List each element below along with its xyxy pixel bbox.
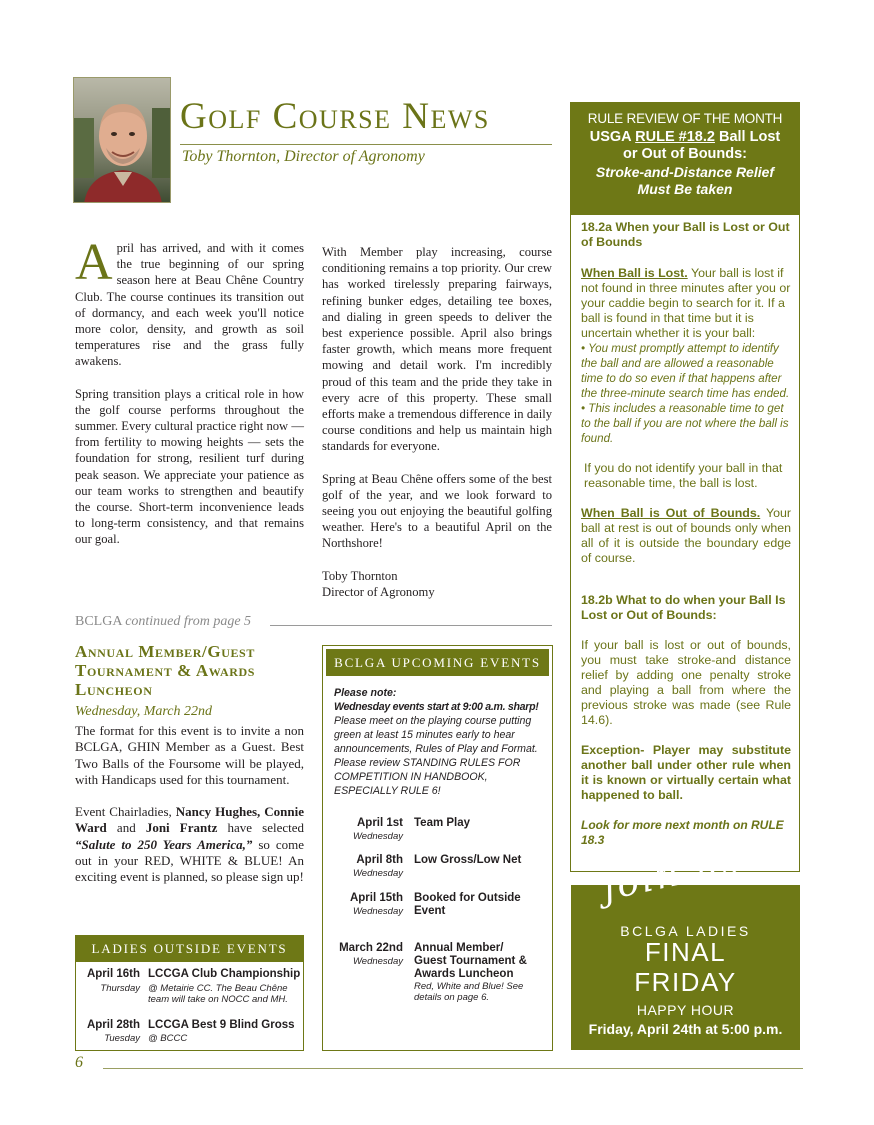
rule-paragraph: If you do not identify your ball in that reasonable time, the ball is lost. [584, 461, 783, 490]
list-item [76, 1019, 305, 1049]
article-paragraph-2: Spring transition plays a critical role in how the golf course performs throughout the summer. Every cultural practice right now — from fertility to mowing heights — sets the foundation for strong, resilient turf during peak season. We appreciate your patience as our team works to strengthen and beautify the course. Short-term inconvenience leads to long-term consistency, and that remains our goal. [75, 386, 304, 547]
event-date: April 1st [356, 817, 403, 829]
event-name: Booked for Outside Event [414, 892, 521, 917]
event-date: March 22nd [339, 942, 403, 954]
continued-divider [270, 625, 552, 626]
continued-label [75, 614, 555, 630]
event-note: @ Metairie CC. The Beau Chêne team will take on NOCC and MH. [148, 983, 288, 1005]
outside-events-box [75, 935, 304, 1051]
rule-section-heading: 18.2a When your Ball is Lost or Out of Bounds [581, 220, 790, 249]
join-line-4: HAPPY HOUR [636, 1002, 735, 1018]
final-friday-box [571, 835, 800, 1050]
rule-section-heading: 18.2b What to do when your Ball Is Lost or Out of Bounds: [581, 593, 786, 622]
event-day: Wednesday [353, 906, 403, 917]
event-note: @ BCCC [148, 1033, 188, 1044]
note-emphasis: Wednesday events start at 9:00 a.m. sharp! [334, 701, 539, 713]
page-number: 6 [75, 1054, 83, 1071]
event-name: LCCGA Club Championship [148, 968, 301, 980]
join-line-2: FINAL [644, 937, 727, 967]
page-title: Golf Course News [180, 96, 490, 137]
rule-paragraph: When Ball is Lost. Your ball is lost if not found in three minutes after you or your caddie begin to search for it. If a ball is found in that time but it is uncertain whether it is your ball: [581, 266, 791, 340]
rule-bullet: • This includes a reasonable time to get to the ball if you are not where the ball is found. [581, 402, 789, 445]
event-day: Tuesday [104, 1033, 140, 1044]
list-item [76, 968, 305, 1008]
author-photo [73, 77, 171, 203]
rule-title-line-3: Stroke-and-Distance Relief [595, 164, 775, 180]
list-item [323, 854, 554, 884]
event-day: Wednesday [353, 868, 403, 879]
event-day: Wednesday [353, 831, 403, 842]
annual-body [75, 723, 304, 902]
note-text: Please meet on the playing course putting green at least 15 minutes early to hear announcements, Rules of Play and Format. Please review STANDING RULES FOR COMPETITION IN HANDBOOK, ESPECIALLY RULE 6! [334, 715, 538, 797]
rule-paragraph: If your ball is lost or out of bounds, you must take stroke-and distance relief by adding one penalty stroke and playing a ball from where the previous stroke was made (see Rule 14.6). [581, 638, 791, 727]
rule-review-box [570, 102, 800, 872]
list-item [323, 817, 554, 847]
event-name: Team Play [414, 817, 471, 829]
upcoming-note [334, 686, 546, 798]
rule-exception: Exception- Player may substitute another ball under other rule when it is known or virtually certain what happened to ball. [581, 743, 791, 802]
annual-paragraph-2: Event Chairladies, Nancy Hughes, Connie Ward and Joni Frantz have selected “Salute to 250 Years America,” so come out in your RED, WHITE & BLUE! An exciting event is planned, so please sign up! [75, 804, 305, 885]
rule-title-line-2: or Out of Bounds: [622, 146, 748, 162]
rule-review-heading [571, 103, 799, 215]
footer-divider [103, 1068, 803, 1069]
join-us-script: join us! [599, 835, 764, 910]
rule-title-line-4: Must Be taken [637, 181, 733, 197]
article-paragraph-1: pril has arrived, and with it comes the true beginning of our spring season here at Beau Chêne Country Club. The course continues its transition out of dormancy, and each week you'll notice more color, density, and growth as soil temperatures rise and the grass fully awakens. [75, 241, 304, 369]
signature-title: Director of Agronomy [322, 584, 435, 599]
article-column-2 [322, 244, 552, 600]
page-subtitle: Toby Thornton, Director of Agronomy [182, 148, 425, 165]
signature [322, 568, 552, 600]
join-line-3: FRIDAY [634, 967, 737, 997]
annual-date: Wednesday, March 22nd [75, 704, 212, 719]
upcoming-events-box [322, 645, 553, 1051]
drop-cap: A [75, 234, 113, 291]
article-paragraph-3: With Member play increasing, course conditioning remains a top priority. Our crew has worked tirelessly preparing fairways, refining bunker edges, detailing tee boxes, and dialing in green speeds to deliver the best experience possible. April also brings faster growth, which means more frequent mowing and detail work. I'm incredibly proud of this team and the pride they take in every acre of this property. These small efforts make a tremendous difference in daily course conditions and help us maintain high standards for everyone. [322, 245, 552, 454]
annual-heading: Annual Member/Guest Tournament & Awards Luncheon [75, 642, 256, 699]
rule-review-content [581, 220, 791, 848]
event-name: Low Gross/Low Net [414, 854, 522, 866]
join-line-1: BCLGA LADIES [620, 923, 751, 939]
title-divider [180, 144, 552, 145]
rule-paragraph: When Ball is Out of Bounds. Your ball at rest is out of bounds only when all of it is outside the boundary edge of course. [581, 506, 792, 565]
event-day: Wednesday [353, 956, 403, 967]
event-date: April 16th [86, 968, 140, 980]
rule-bullet: • You must promptly attempt to identify the ball and are allowed a reasonable time to do so even if that happens after the three-minute search time has ended. [581, 342, 790, 400]
event-date: April 15th [349, 892, 403, 904]
continued-org: BCLGA [75, 614, 122, 629]
rule-kicker: RULE REVIEW OF THE MONTH [587, 111, 783, 126]
upcoming-events-heading: BCLGA UPCOMING EVENTS [326, 649, 549, 676]
article-paragraph-4: Spring at Beau Chêne offers some of the best golf of the year, and we look forward to seeing you out enjoying the beautiful golfing weather. Here's to a beautiful April on the Northshore! [322, 471, 552, 551]
event-name: LCCGA Best 9 Blind Gross [148, 1019, 295, 1031]
event-note: Red, White and Blue! See details on page 6. [414, 981, 524, 1003]
continued-text: continued from page 5 [125, 614, 252, 629]
annual-paragraph-1: The format for this event is to invite a non BCLGA, GHIN Member as a Guest. Best Two Balls of the Foursome will be played, with Handicaps used for this tournament. [75, 723, 304, 787]
join-line-5: Friday, April 24th at 5:00 p.m. [588, 1021, 783, 1037]
note-label: Please note: [334, 687, 397, 699]
event-date: April 8th [356, 854, 403, 866]
event-date: April 28th [86, 1019, 140, 1031]
list-item [323, 942, 554, 1012]
outside-events-heading: LADIES OUTSIDE EVENTS [76, 936, 303, 962]
signature-name: Toby Thornton [322, 568, 398, 583]
event-day: Thursday [100, 983, 140, 994]
rule-more: Look for more next month on RULE 18.3 [581, 818, 784, 847]
article-column-1 [75, 234, 304, 564]
rule-title-line-1: USGA RULE #18.2 Ball Lost [589, 129, 781, 145]
list-item [323, 892, 554, 924]
event-name: Annual Member/ Guest Tournament & Awards Luncheon [414, 942, 527, 980]
